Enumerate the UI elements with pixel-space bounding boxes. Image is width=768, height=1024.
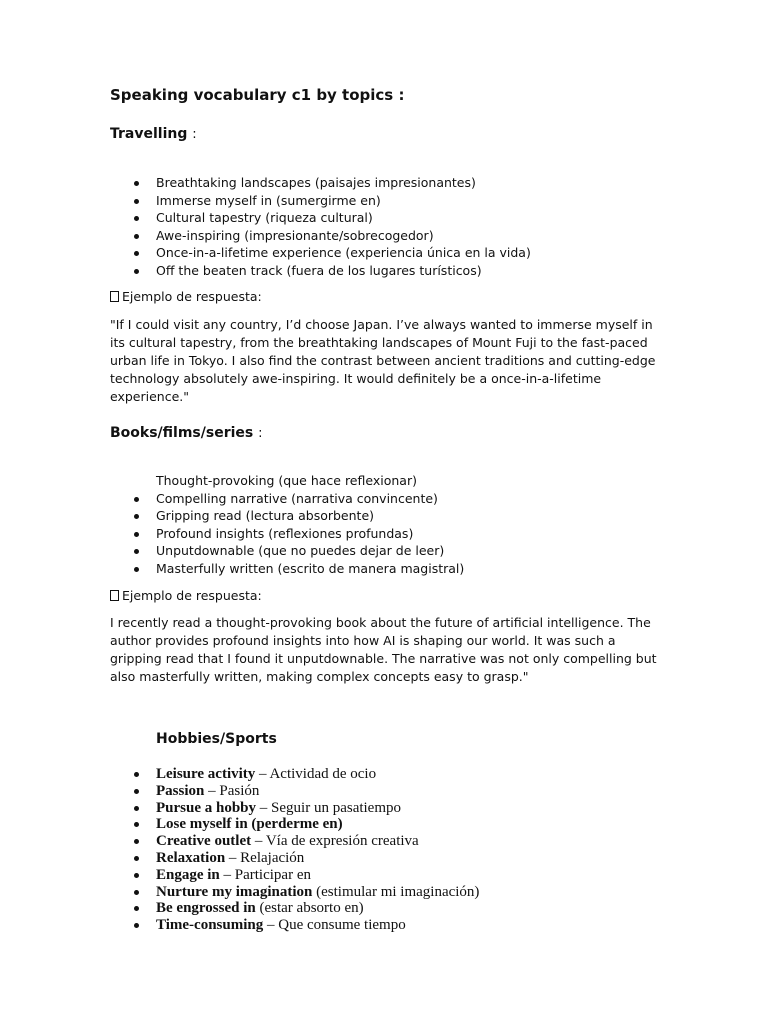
placeholder-glyph-icon: [110, 291, 119, 302]
hobbies-vocab-list: [110, 766, 479, 934]
vocab-translation: (estimular mi imaginación): [312, 883, 480, 900]
vocab-translation: – Seguir un pasatiempo: [256, 799, 402, 816]
vocab-term: Time-consuming: [156, 917, 264, 934]
vocab-term: Relaxation: [156, 849, 226, 866]
list-item: [110, 490, 464, 508]
vocab-term: Passion: [156, 782, 205, 799]
bullet-icon: [134, 251, 139, 256]
bullet-icon: [134, 532, 139, 537]
section-heading-hobbies: Hobbies/Sports: [156, 731, 277, 747]
list-item: [110, 244, 531, 262]
vocab-term: Leisure activity: [156, 766, 256, 782]
list-item: [110, 867, 479, 884]
vocab-text: Immerse myself in (sumergirme en): [156, 192, 381, 208]
bullet-icon: [134, 269, 139, 274]
bullet-icon: [134, 199, 139, 204]
list-item: [110, 262, 531, 280]
bullet-icon: [134, 789, 139, 794]
bullet-icon: [134, 514, 139, 519]
vocab-translation: – Que consume tiempo: [263, 917, 406, 934]
list-item: [110, 800, 479, 817]
vocab-translation: – Actividad de ocio: [255, 766, 377, 782]
document-title: Speaking vocabulary c1 by topics :: [110, 86, 405, 104]
list-item: [110, 816, 479, 833]
vocab-term: Nurture my imagination: [156, 883, 313, 900]
bullet-icon: [134, 772, 139, 777]
books-vocab-list: [110, 472, 464, 578]
heading-colon: :: [258, 426, 263, 441]
bullet-icon: [134, 890, 139, 895]
vocab-term: Creative outlet: [156, 833, 252, 850]
placeholder-glyph-icon: [110, 590, 119, 601]
bullet-icon: [134, 234, 139, 239]
list-item: [110, 507, 464, 525]
example-label-travelling: [110, 289, 262, 304]
list-item: [110, 560, 464, 578]
list-item: [110, 472, 464, 490]
vocab-translation: – Participar en: [219, 866, 311, 883]
example-paragraph-books: I recently read a thought-provoking book about the future of artificial intelligence. The author provides profound insights into how AI is shaping our world. It was such a gripping read that I found it unputdownable. The narrative was not only compelling but also masterfully written, making complex concepts easy to grasp.": [110, 615, 657, 684]
bullet-icon: [134, 181, 139, 186]
vocab-term: Lose myself in (perderme en): [156, 816, 343, 833]
bullet-icon: [134, 549, 139, 554]
example-paragraph-travelling: "If I could visit any country, I’d choose Japan. I’ve always wanted to immerse myself in its cultural tapestry, from the breathtaking landscapes of Mount Fuji to the fast-paced urban life in Tokyo. I also find the contrast between ancient traditions and cutting-edge technology absolutely awe-inspiring. It would definitely be a once-in-a-lifetime experience.": [110, 317, 656, 404]
vocab-text: Gripping read (lectura absorbente): [156, 508, 375, 524]
vocab-text: Once-in-a-lifetime experience (experiencia única en la vida): [156, 245, 531, 261]
list-item: [110, 209, 531, 227]
bullet-icon: [134, 906, 139, 911]
vocab-text: Profound insights (reflexiones profundas): [156, 525, 414, 541]
list-item: [110, 766, 479, 783]
vocab-text: Awe-inspiring (impresionante/sobrecogedor): [156, 227, 434, 243]
bullet-icon: [134, 497, 139, 502]
vocab-text: Off the beaten track (fuera de los lugares turísticos): [156, 262, 482, 278]
bullet-icon: [134, 856, 139, 861]
vocab-translation: (estar absorto en): [255, 900, 364, 917]
vocab-text: Breathtaking landscapes (paisajes impresionantes): [156, 175, 476, 190]
section-heading-books: [110, 425, 263, 441]
vocab-text: Thought-provoking (que hace reflexionar): [156, 473, 417, 488]
list-item: [110, 525, 464, 543]
heading-colon: :: [192, 127, 197, 142]
list-item: [110, 900, 479, 917]
bullet-icon: [134, 839, 139, 844]
list-item: [110, 850, 479, 867]
list-item: [110, 833, 479, 850]
vocab-text: Compelling narrative (narrativa convincente): [156, 490, 438, 506]
vocab-text: Cultural tapestry (riqueza cultural): [156, 210, 373, 226]
bullet-icon: [134, 567, 139, 572]
bullet-icon: [134, 873, 139, 878]
heading-text: Travelling: [110, 126, 188, 142]
example-label-books: [110, 588, 262, 603]
list-item: [110, 174, 531, 192]
section-heading-travelling: [110, 126, 197, 142]
list-item: [110, 192, 531, 210]
list-item: [110, 542, 464, 560]
vocab-term: Be engrossed in: [156, 900, 256, 917]
list-item: [110, 917, 479, 934]
vocab-term: Pursue a hobby: [156, 799, 257, 816]
vocab-translation: – Relajación: [225, 849, 305, 866]
travelling-vocab-list: [110, 174, 531, 280]
vocab-translation: – Pasión: [204, 782, 260, 799]
vocab-term: Engage in: [156, 866, 220, 883]
bullet-icon: [134, 822, 139, 827]
example-label-text: Ejemplo de respuesta:: [122, 588, 262, 603]
vocab-translation: – Vía de expresión creativa: [251, 833, 419, 850]
bullet-icon: [134, 923, 139, 928]
example-label-text: Ejemplo de respuesta:: [122, 289, 262, 304]
list-item: [110, 227, 531, 245]
bullet-icon: [134, 216, 139, 221]
list-item: [110, 783, 479, 800]
vocab-text: Masterfully written (escrito de manera magistral): [156, 560, 465, 576]
heading-text: Books/films/series: [110, 425, 254, 441]
vocab-text: Unputdownable (que no puedes dejar de leer): [156, 543, 445, 559]
bullet-icon: [134, 806, 139, 811]
list-item: [110, 884, 479, 901]
